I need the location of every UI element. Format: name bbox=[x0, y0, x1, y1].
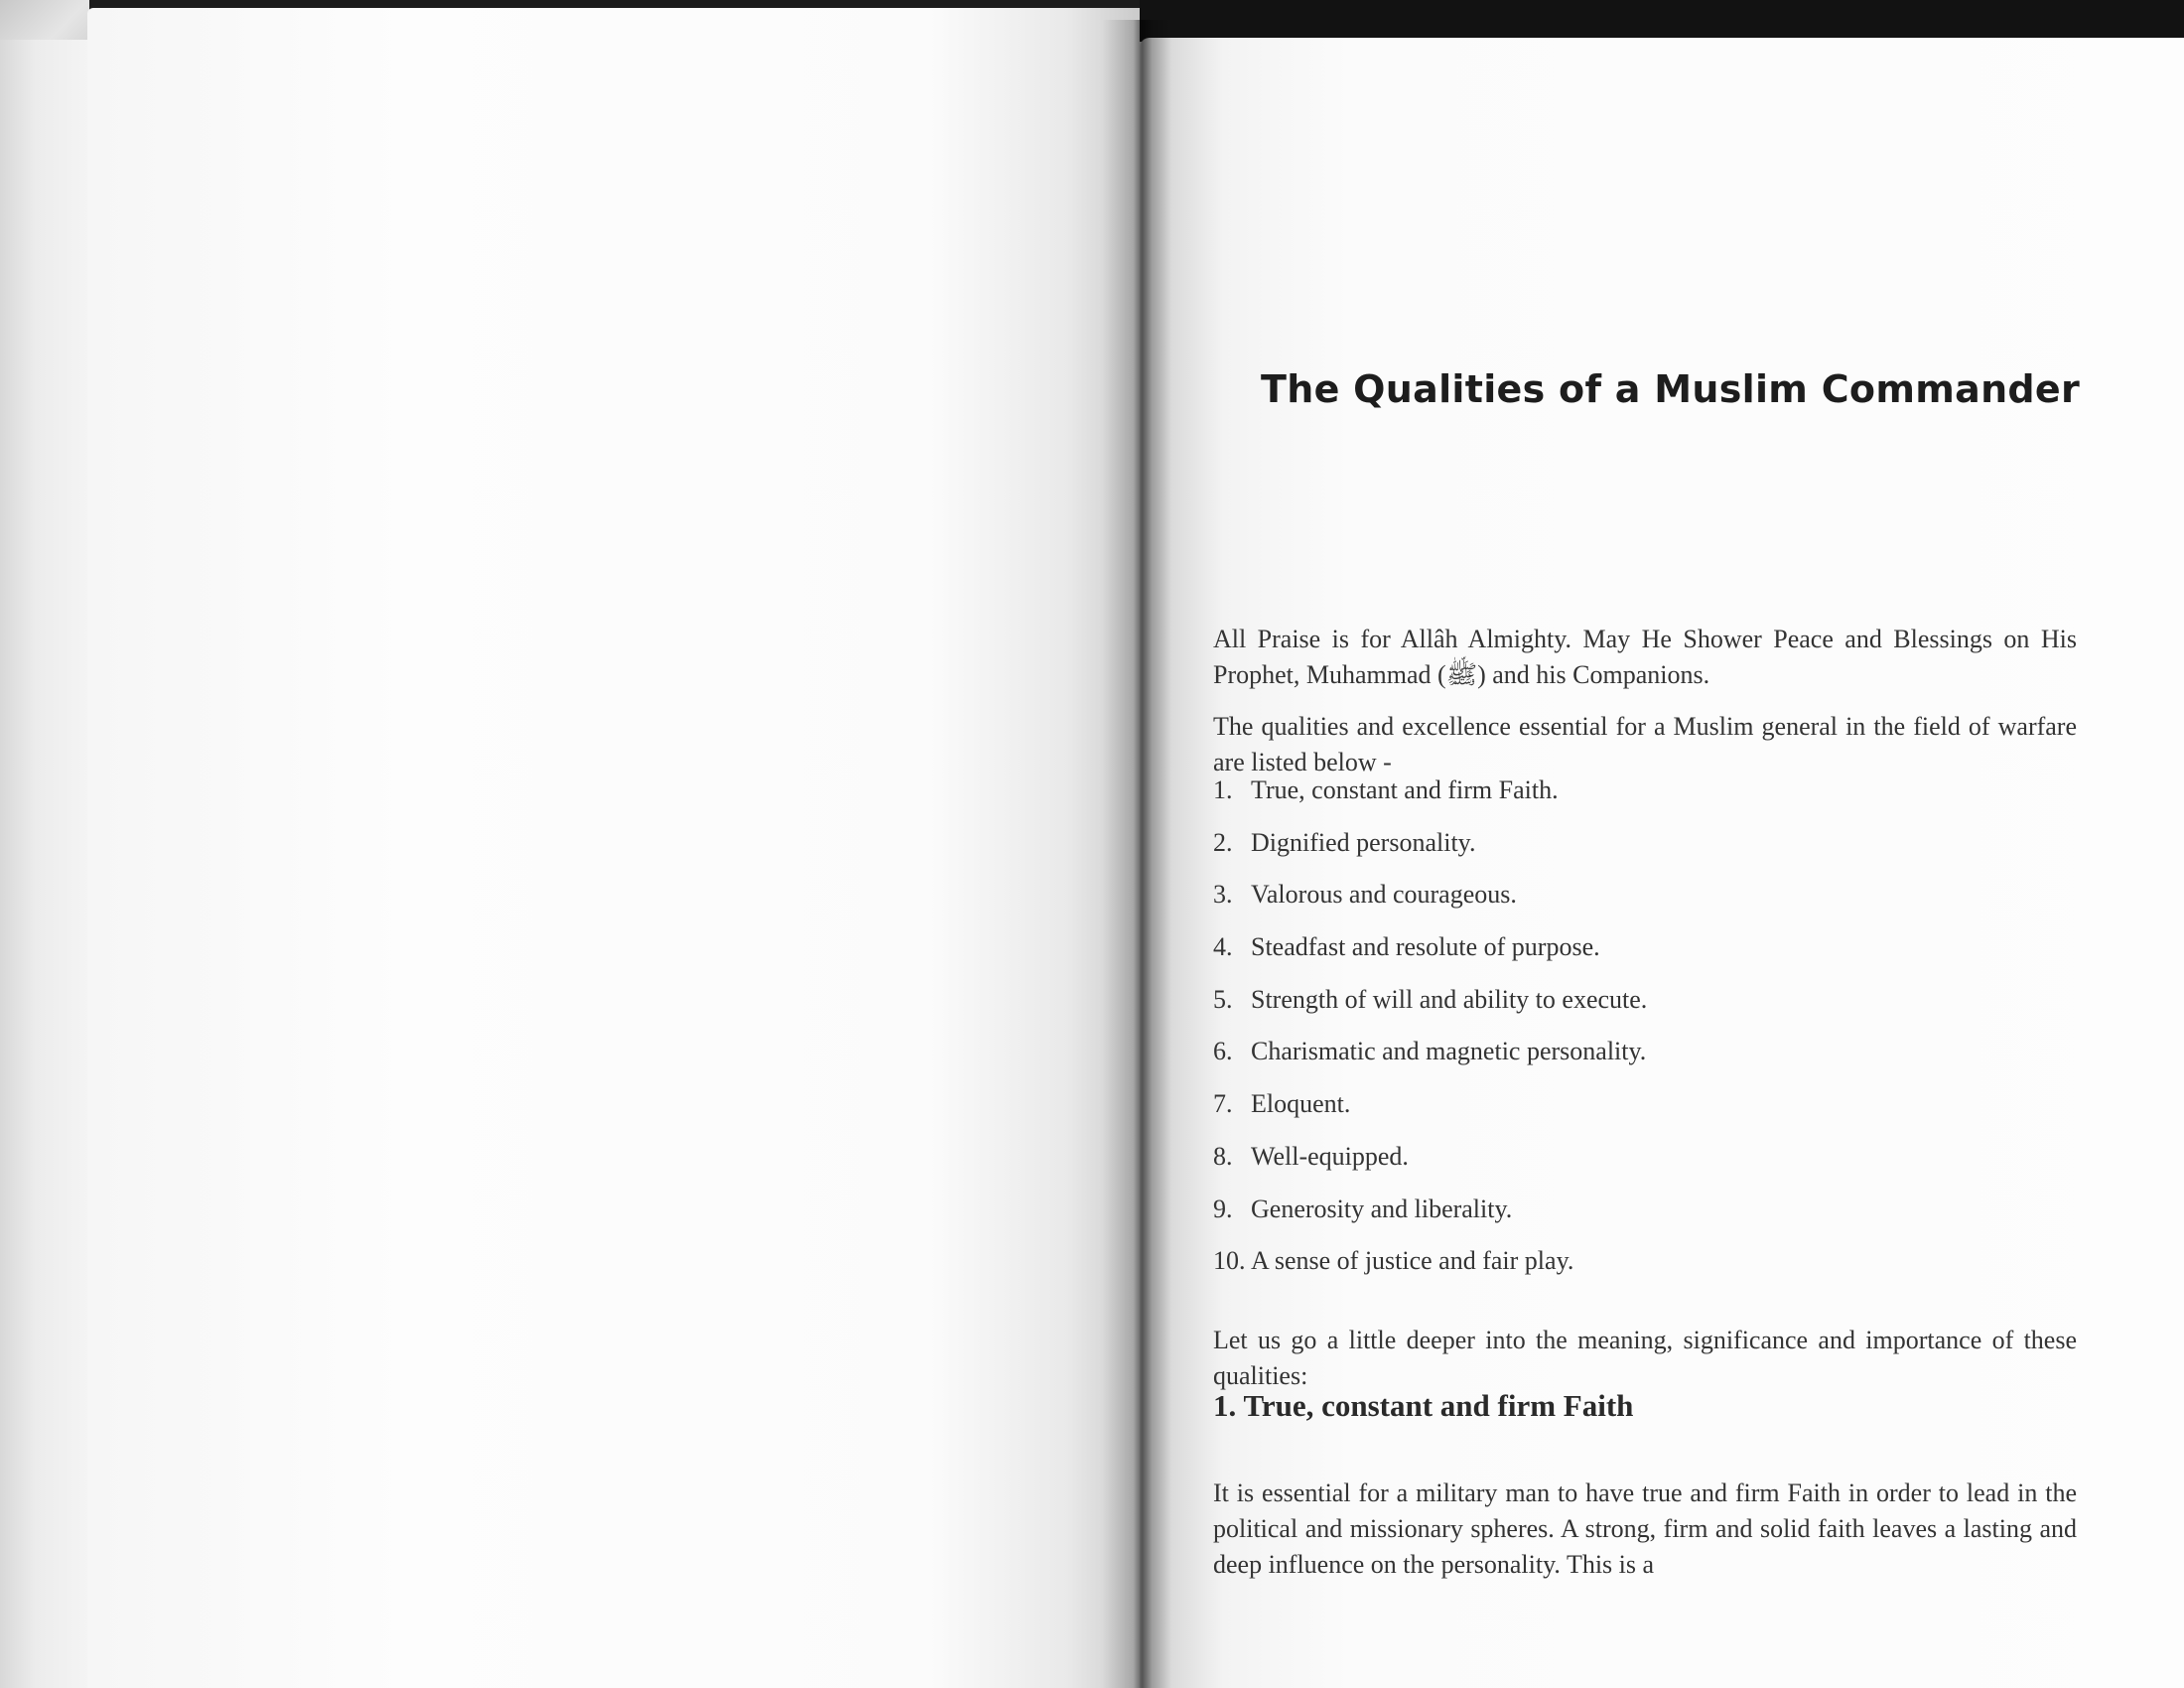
lead-paragraph: The qualities and excellence essential for a Muslim general in the field of warfare are listed below - bbox=[1213, 712, 2077, 776]
list-item-number: 4. bbox=[1213, 932, 1233, 962]
book-gutter-shadow bbox=[1102, 20, 1171, 1688]
section-body-paragraph: It is essential for a military man to have true and firm Faith in order to lead in the political and missionary spheres. A strong, firm and solid faith leaves a lasting and deep influence on the personality. This is a bbox=[1213, 1478, 2077, 1579]
list-item bbox=[1213, 825, 2077, 878]
list-item bbox=[1213, 929, 2077, 982]
list-item-number: 10. bbox=[1213, 1246, 1246, 1276]
list-item-number: 2. bbox=[1213, 827, 1233, 857]
list-item-text: Charismatic and magnetic personality. bbox=[1251, 1037, 1647, 1066]
list-item-number: 5. bbox=[1213, 984, 1233, 1014]
list-item-text: Steadfast and resolute of purpose. bbox=[1251, 932, 1600, 962]
intro-paragraph: All Praise is for Allâh Almighty. May He Shower Peace and Blessings on His Prophet, Muhammad (ﷺ) and his Companions. bbox=[1213, 625, 2077, 689]
list-item-text: True, constant and firm Faith. bbox=[1251, 775, 1559, 804]
top-dark-strip bbox=[1140, 0, 2184, 42]
list-item-number: 9. bbox=[1213, 1194, 1233, 1223]
list-item bbox=[1213, 877, 2077, 929]
list-item-number: 6. bbox=[1213, 1037, 1233, 1066]
list-item bbox=[1213, 982, 2077, 1035]
list-item bbox=[1213, 1192, 2077, 1244]
list-item-number: 8. bbox=[1213, 1141, 1233, 1171]
left-edge bbox=[0, 40, 89, 1688]
list-item bbox=[1213, 1139, 2077, 1192]
list-item bbox=[1213, 773, 2077, 825]
list-item bbox=[1213, 1243, 2077, 1296]
list-item bbox=[1213, 1086, 2077, 1139]
list-item-text: A sense of justice and fair play. bbox=[1251, 1246, 1574, 1276]
list-item-text: Dignified personality. bbox=[1251, 827, 1476, 857]
qualities-list bbox=[1213, 773, 2077, 1296]
list-item-text: Valorous and courageous. bbox=[1251, 880, 1517, 910]
deeper-paragraph: Let us go a little deeper into the meaning, significance and importance of these qualities: bbox=[1213, 1326, 2077, 1390]
list-item-text: Generosity and liberality. bbox=[1251, 1194, 1513, 1223]
list-item-text: Eloquent. bbox=[1251, 1089, 1351, 1119]
page-title: The Qualities of a Muslim Commander bbox=[1261, 367, 2081, 411]
list-item-text: Strength of will and ability to execute. bbox=[1251, 984, 1648, 1014]
list-item bbox=[1213, 1034, 2077, 1086]
list-item-number: 1. bbox=[1213, 775, 1233, 804]
section-heading: 1. True, constant and firm Faith bbox=[1213, 1388, 1634, 1423]
list-item-number: 3. bbox=[1213, 880, 1233, 910]
left-page-blank bbox=[87, 8, 1142, 1688]
list-item-text: Well-equipped. bbox=[1251, 1141, 1409, 1171]
list-item-number: 7. bbox=[1213, 1089, 1233, 1119]
